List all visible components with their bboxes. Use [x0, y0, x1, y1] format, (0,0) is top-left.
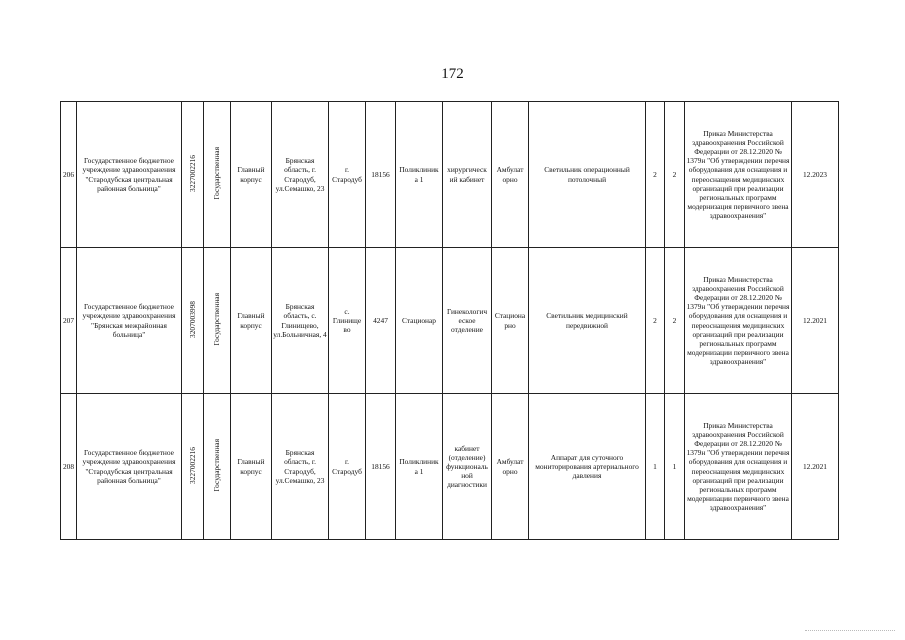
institution-name: Государственное бюджетное учреждение здравоохранения "Брянская межрайонная больница" — [77, 248, 182, 394]
locality: с. Глинище во — [329, 248, 366, 394]
building-name: Главный корпус — [231, 394, 272, 540]
ownership-text: Государственная — [212, 439, 222, 492]
care-type: Амбулат орно — [492, 394, 529, 540]
inn-text: 3207003998 — [187, 301, 197, 338]
table-body — [61, 102, 839, 540]
date: 12.2023 — [792, 102, 839, 248]
department: хирургическ ий кабинет — [443, 102, 492, 248]
care-type: Стациона рно — [492, 248, 529, 394]
page-number: 172 — [441, 66, 464, 82]
quantity-1: 1 — [646, 394, 665, 540]
equipment: Светильник операционный потолочный — [529, 102, 646, 248]
locality: г. Стародуб — [329, 394, 366, 540]
inn-cell — [182, 394, 204, 540]
institution-name: Государственное бюджетное учреждение здравоохранения "Стародубская центральная районная больница" — [77, 102, 182, 248]
equipment-table — [60, 101, 839, 540]
ownership-cell — [204, 248, 231, 394]
address: Брянская область, с. Глинищево, ул.Больничная, 4 — [272, 248, 329, 394]
ownership-text: Государственная — [212, 147, 222, 200]
address: Брянская область, г. Стародуб, ул.Семашко, 23 — [272, 102, 329, 248]
order-reference: Приказ Министерства здравоохранения Российской Федерации от 28.12.2020 № 1379н "Об утверждении перечня оборудования для оснащения и переоснащения медицинских организаций при реализации региональных программ модернизация первичного звена здравоохранения" — [685, 102, 792, 248]
inn-cell — [182, 102, 204, 248]
equipment: Светильник медицинский передвижной — [529, 248, 646, 394]
locality: г. Стародуб — [329, 102, 366, 248]
ownership-cell — [204, 394, 231, 540]
unit: Поликлиник а 1 — [396, 394, 443, 540]
inn-text: 3227002216 — [187, 447, 197, 484]
institution-name: Государственное бюджетное учреждение здравоохранения "Стародубская центральная районная больница" — [77, 394, 182, 540]
table-row — [61, 394, 839, 540]
date: 12.2021 — [792, 248, 839, 394]
quantity-2: 2 — [665, 102, 685, 248]
unit: Стационар — [396, 248, 443, 394]
address: Брянская область, г. Стародуб, ул.Семашко, 23 — [272, 394, 329, 540]
scan-artifact — [805, 630, 895, 634]
ownership-cell — [204, 102, 231, 248]
row-number: 206 — [61, 102, 77, 248]
inn-cell — [182, 248, 204, 394]
code: 18156 — [366, 394, 396, 540]
unit: Поликлиник а 1 — [396, 102, 443, 248]
equipment: Аппарат для суточного мониторирования артериального давления — [529, 394, 646, 540]
department: кабинет (отделение) функциональ ной диагностики — [443, 394, 492, 540]
order-reference: Приказ Министерства здравоохранения Российской Федерации от 28.12.2020 № 1379н "Об утверждении перечня оборудования для оснащения и переоснащения медицинских организаций при реализации региональных программ модернизации первичного звена здравоохранения" — [685, 394, 792, 540]
quantity-2: 2 — [665, 248, 685, 394]
inn-text: 3227002216 — [187, 155, 197, 192]
quantity-1: 2 — [646, 102, 665, 248]
building-name: Главный корпус — [231, 102, 272, 248]
quantity-2: 1 — [665, 394, 685, 540]
table-row — [61, 102, 839, 248]
order-reference: Приказ Министерства здравоохранения Российской Федерации от 28.12.2020 № 1379н "Об утверждении перечня оборудования для оснащения и переоснащения медицинских организаций при реализации региональных программ модернизации первичного звена здравоохранения" — [685, 248, 792, 394]
row-number: 208 — [61, 394, 77, 540]
department: Гинекологич еское отделение — [443, 248, 492, 394]
table-row — [61, 248, 839, 394]
building-name: Главный корпус — [231, 248, 272, 394]
code: 18156 — [366, 102, 396, 248]
ownership-text: Государственная — [212, 293, 222, 346]
row-number: 207 — [61, 248, 77, 394]
quantity-1: 2 — [646, 248, 665, 394]
care-type: Амбулат орно — [492, 102, 529, 248]
date: 12.2021 — [792, 394, 839, 540]
code: 4247 — [366, 248, 396, 394]
